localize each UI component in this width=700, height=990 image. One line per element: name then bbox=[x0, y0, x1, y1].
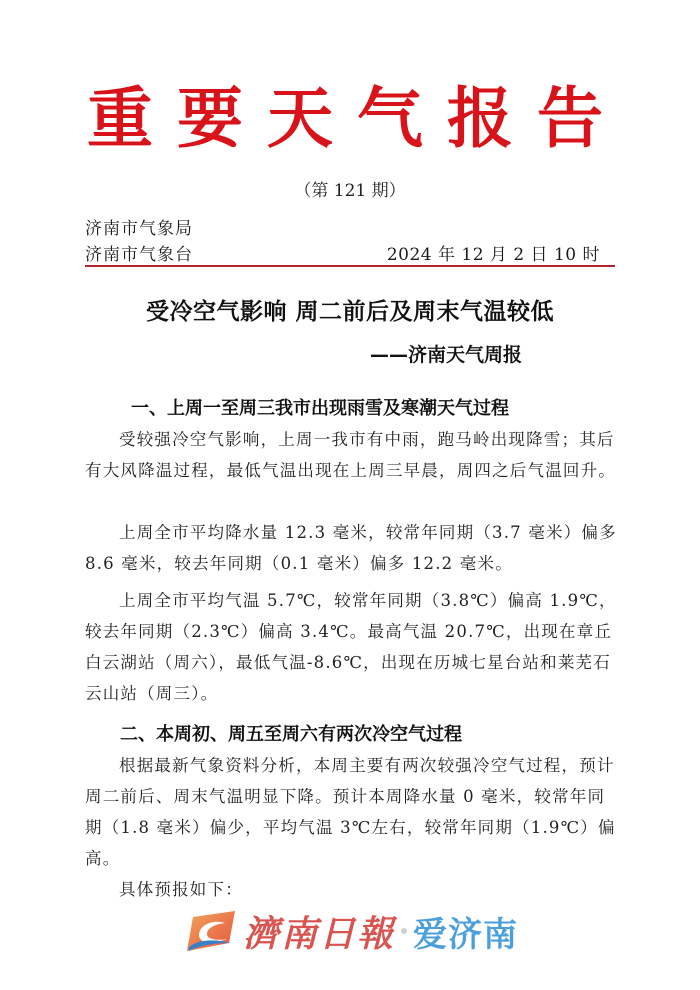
separator-dot bbox=[401, 928, 407, 934]
newspaper-logo-icon bbox=[185, 909, 237, 953]
newspaper-name: 濟南日報 bbox=[243, 912, 396, 955]
paragraph: 上周全市平均气温 5.7℃，较常年同期（3.8℃）偏高 1.9℃，较去年同期（2.3℃）偏高 3.4℃。最高气温 20.7℃，出现在章丘白云湖站（周六），最低气温-8.6℃，出现在历城七星台站和莱芜石云山站（周三）。 bbox=[85, 591, 617, 703]
issuing-observatory: 济南市气象台 bbox=[85, 245, 193, 265]
issue-date: 2024 年 12 月 2 日 10 时 bbox=[386, 245, 600, 265]
issuing-bureau: 济南市气象局 bbox=[85, 219, 193, 239]
app-name: 爱济南 bbox=[413, 914, 519, 955]
section-heading-1: 一、上周一至周三我市出现雨雪及寒潮天气过程 bbox=[131, 398, 509, 419]
issue-number: （第 121 期） bbox=[294, 181, 406, 201]
article-headline: 受冷空气影响 周二前后及周末气温较低 bbox=[145, 299, 554, 325]
section-heading-2: 二、本周初、周五至周六有两次冷空气过程 bbox=[120, 724, 462, 745]
paragraph: 上周全市平均降水量 12.3 毫米，较常年同期（3.7 毫米）偏多 8.6 毫米，较去年同期（0.1 毫米）偏多 12.2 毫米。 bbox=[85, 523, 617, 573]
report-title: 重要天气报告 bbox=[87, 79, 627, 157]
paragraph: 根据最新气象资料分析，本周主要有两次较强冷空气过程，预计周二前后、周末气温明显下降。预计本周降水量 0 毫米，较常年同期（1.8 毫米）偏少，平均气温 3℃左右，较常年同期（1.9℃）偏高。 bbox=[85, 756, 616, 868]
watermark-logo bbox=[185, 905, 525, 957]
paragraph: 具体预报如下： bbox=[119, 880, 243, 899]
paragraph: 受较强冷空气影响，上周一我市有中雨，跑马岭出现降雪；其后有大风降温过程，最低气温出现在上周三早晨，周四之后气温回升。 bbox=[85, 430, 616, 480]
article-subheadline: ——济南天气周报 bbox=[370, 344, 523, 366]
header-divider bbox=[85, 265, 615, 267]
